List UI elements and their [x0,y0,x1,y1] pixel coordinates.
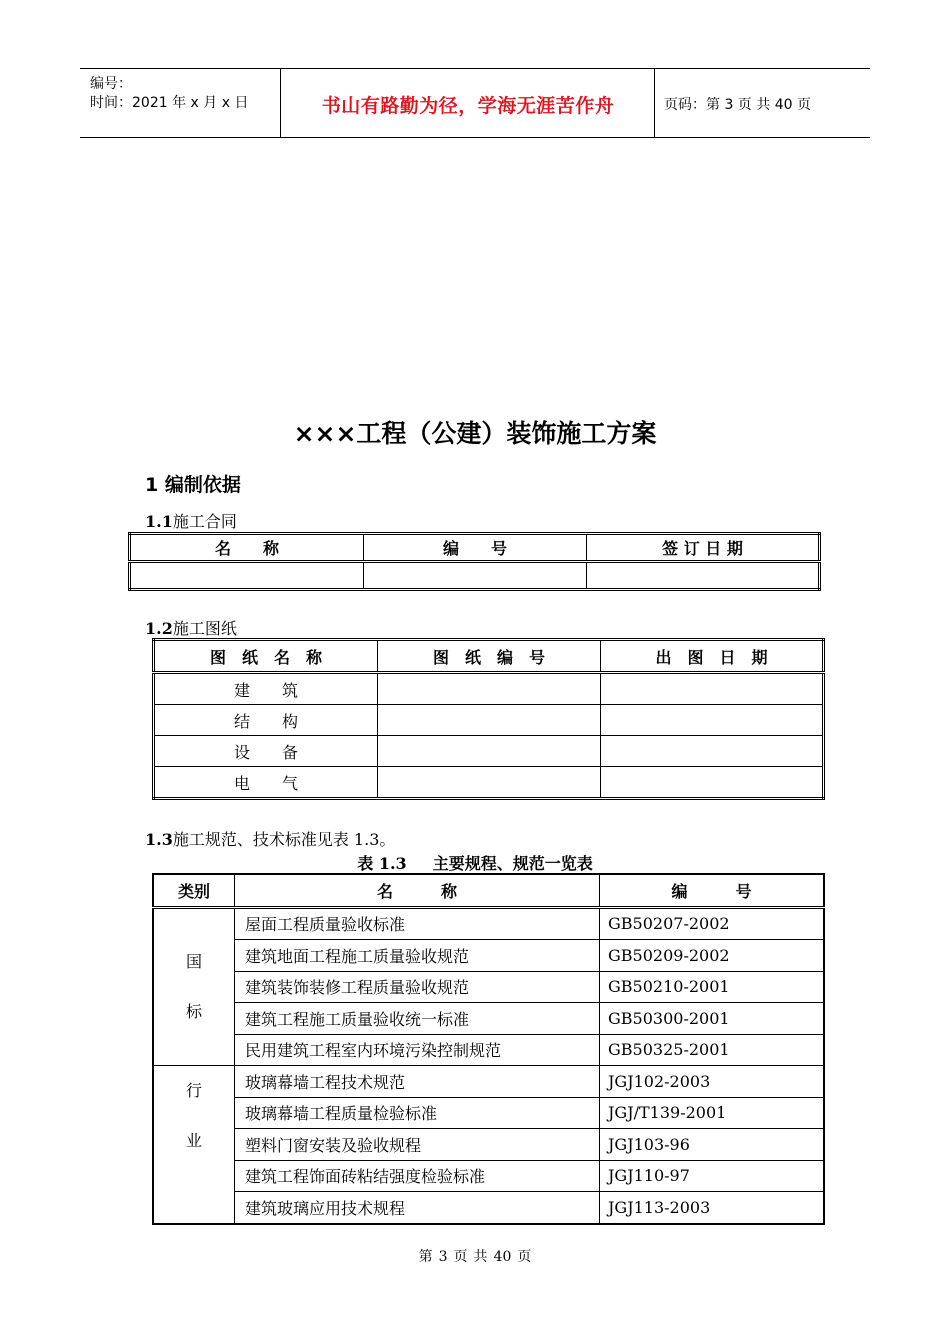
column-header: 图 纸 名 称 [154,640,378,673]
standard-code: JGJ103-96 [600,1129,825,1161]
caption-number: 表 1.3 [357,854,407,873]
standard-name: 民用建筑工程室内环境污染控制规范 [235,1034,600,1066]
footer-text: 页 [517,1249,532,1265]
table-row [154,705,824,736]
table-row [154,673,824,705]
header-motto: 书山有路勤为径，学海无涯苦作舟 [321,95,615,117]
standard-code: JGJ113-2003 [600,1192,825,1224]
table-header-row [154,640,824,673]
standard-name: 玻璃幕墙工程质量检验标准 [235,1097,600,1129]
table-row [154,767,824,799]
table-row [153,1192,824,1224]
caption-text: 主要规程、规范一览表 [432,854,593,873]
table-row [153,1097,824,1129]
time-label: 时间：2021 年 x 月 x 日 [90,95,249,111]
table-cell [364,562,587,590]
subsection-1-1 [145,509,237,532]
drawing-name: 结 构 [154,705,378,736]
subsection-title: 施工图纸 [172,619,237,638]
table-row [130,562,820,590]
standard-name: 塑料门窗安装及验收规程 [235,1129,600,1161]
table-header-row [153,874,824,907]
table-row [154,736,824,767]
subsection-1-3 [145,827,395,850]
number-label: 编号： [90,76,132,92]
category-char: 国 [185,951,202,971]
subsection-number: 1.3 [145,830,173,849]
table-cell [587,562,820,590]
column-header: 编 号 [600,874,825,907]
drawing-name: 建 筑 [154,673,378,705]
category-national [153,907,235,1066]
table-cell [601,767,824,799]
standard-code: GB50209-2002 [600,940,825,972]
standard-code: JGJ110-97 [600,1160,825,1192]
column-header: 编 号 [364,534,587,562]
subsection-1-2 [145,616,237,639]
standard-name: 建筑地面工程施工质量验收规范 [235,940,600,972]
table-row [153,907,824,940]
standard-code: JGJ/T139-2001 [600,1097,825,1129]
table-cell [378,767,601,799]
category-char: 业 [185,1131,202,1150]
header-divider [654,69,655,137]
subsection-title: 施工规范、技术标准见表 1.3。 [172,830,396,849]
table-row [153,1034,824,1066]
table-cell [130,562,364,590]
drawing-name: 电 气 [154,767,378,799]
section-heading: 1 编制依据 [145,474,241,496]
header-page-info: 页码：第 3 页 共 40 页 [664,97,811,113]
table-row [153,1066,824,1098]
subsection-number: 1.2 [145,619,173,638]
column-header: 名 称 [235,874,600,907]
page-footer [0,1246,950,1266]
column-header: 类别 [153,874,235,907]
table-cell [378,736,601,767]
standard-code: JGJ102-2003 [600,1066,825,1098]
table-caption [0,851,950,874]
standard-code: GB50207-2002 [600,907,825,940]
standard-name: 玻璃幕墙工程技术规范 [235,1066,600,1098]
drawing-name: 设 备 [154,736,378,767]
contract-table [128,532,821,591]
standard-name: 建筑玻璃应用技术规程 [235,1192,600,1224]
standard-name: 建筑装饰装修工程质量验收规范 [235,971,600,1003]
header-meta [80,69,280,137]
table-cell [601,736,824,767]
standard-name: 建筑工程施工质量验收统一标准 [235,1003,600,1035]
footer-text: 页 [453,1249,468,1265]
column-header: 出 图 日 期 [601,640,824,673]
page-header [80,68,870,138]
table-row [153,1003,824,1035]
standard-name: 建筑工程饰面砖粘结强度检验标准 [235,1160,600,1192]
table-cell [601,673,824,705]
standard-code: GB50210-2001 [600,971,825,1003]
table-row [153,1160,824,1192]
table-cell [378,705,601,736]
subsection-number: 1.1 [145,512,173,531]
category-industry [153,1066,235,1224]
footer-total-pages: 40 [493,1249,512,1265]
table-cell [601,705,824,736]
standard-name: 屋面工程质量验收标准 [235,907,600,940]
column-header: 图 纸 编 号 [378,640,601,673]
document-title: ×××工程（公建）装饰施工方案 [293,419,657,448]
standards-table [152,873,825,1225]
standard-code: GB50300-2001 [600,1003,825,1035]
table-header-row [130,534,820,562]
column-header: 名 称 [130,534,364,562]
drawings-table [152,638,825,800]
column-header: 签 订 日 期 [587,534,820,562]
footer-text: 共 [473,1249,488,1265]
table-row [153,971,824,1003]
table-row [153,940,824,972]
category-char: 标 [185,1001,202,1021]
footer-text: 第 [418,1249,433,1265]
header-divider [280,69,281,137]
table-cell [378,673,601,705]
subsection-title: 施工合同 [172,512,237,531]
footer-page-number: 3 [438,1249,448,1265]
table-row [153,1129,824,1161]
standard-code: GB50325-2001 [600,1034,825,1066]
category-char: 行 [185,1081,202,1100]
